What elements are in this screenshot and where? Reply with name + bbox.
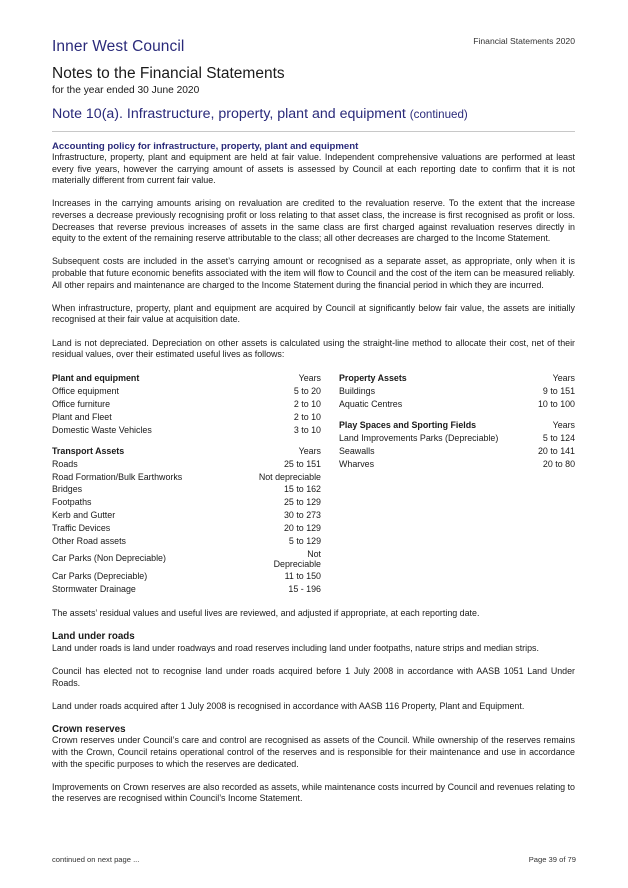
page-number: Page 39 of 79 [528,855,576,864]
asset-years: 2 to 10 [293,412,321,422]
document-label: Financial Statements 2020 [473,36,575,46]
useful-lives-tables [52,373,575,596]
note-body [52,141,575,805]
play-spaces-heading: Play Spaces and Sporting Fields [339,420,477,430]
years-label: Years [298,373,321,384]
note-title: Note 10(a). Infrastructure, property, plant and equipment [52,106,406,122]
land-under-roads-heading: Land under roads [52,631,135,643]
asset-years: 5 to 124 [542,432,575,443]
table-row [339,445,575,458]
crown-reserves-paragraph-1: Crown reserves under Council’s care and control are recognised as assets of the Council. While ownership of the reserves remains with the Crown, Council retains operational control of the reserves and is responsible for their maintenance and use in accordance with the specific purposes to which the reserves are dedicated. [52,735,575,769]
table-row [52,411,321,424]
asset-years-line-1: Not [307,548,321,559]
plant-header-row [52,373,321,386]
asset-years: 9 to 151 [542,386,575,397]
asset-name: Bridges [52,484,83,495]
asset-years: 5 to 20 [293,386,321,397]
asset-years [274,549,321,570]
asset-years: 10 to 100 [537,399,575,410]
asset-name: Roads [52,458,78,469]
asset-years: 2 to 10 [293,399,321,410]
table-row [52,497,321,510]
asset-years: 3 to 10 [293,424,321,435]
useful-lives-left-column [52,373,321,596]
table-row [52,398,321,411]
property-header-row [339,373,575,386]
residual-values-note: The assets’ residual values and useful lives are reviewed, and adjusted if appropriate, at each reporting date. [52,608,480,619]
asset-years: Not depreciable [258,471,321,482]
table-row [52,583,321,596]
asset-name: Office furniture [52,399,111,410]
table-row [339,386,575,399]
page-title: Notes to the Financial Statements [52,65,285,82]
property-heading: Property Assets [339,373,407,384]
policy-paragraph-1: Infrastructure, property, plant and equipment are held at fair value. Independent comprehensive valuations are performed at least every five years, however the carrying amount of assets is assessed by Council at each reporting date to confirm that it is not materially different from current fair value. [52,152,575,186]
asset-name: Car Parks (Depreciable) [52,570,148,581]
transport-heading: Transport Assets [52,445,125,456]
asset-years: 11 to 150 [284,570,321,581]
asset-name: Buildings [339,386,376,397]
table-row [52,570,321,583]
table-row [339,432,575,445]
reporting-period: for the year ended 30 June 2020 [52,85,200,96]
table-row [339,458,575,471]
asset-years: 20 to 129 [283,523,321,534]
policy-paragraph-5: Land is not depreciated. Depreciation on other assets is calculated using the straight-line method to allocate their cost, net of their residual values, over their estimated useful lives as follows: [52,337,575,360]
years-label: Years [552,373,575,384]
table-row [52,471,321,484]
asset-years: 20 to 80 [542,458,575,469]
asset-years: 15 to 162 [283,484,321,495]
asset-years: 5 to 129 [288,536,321,547]
table-row [52,510,321,523]
table-row [52,424,321,437]
asset-name: Aquatic Centres [339,399,403,410]
asset-name: Land Improvements Parks (Depreciable) [339,432,499,443]
asset-years: 15 - 196 [288,583,321,594]
asset-years: 30 to 273 [283,510,321,521]
continued-note: continued on next page ... [52,855,140,864]
asset-name: Office equipment [52,386,119,397]
land-under-roads-paragraph-3: Land under roads acquired after 1 July 2008 is recognised in accordance with AASB 116 Property, Plant and Equipment. [52,700,525,711]
heading-divider [52,131,575,132]
accounting-policy-heading: Accounting policy for infrastructure, property, plant and equipment [52,141,359,152]
land-under-roads-paragraph-2: Council has elected not to recognise land under roads acquired before 1 July 2008 in accordance with AASB 1051 Land Under Roads. [52,665,575,688]
note-continued-label: (continued) [409,108,468,121]
play-spaces-header-row [339,419,575,432]
table-row [52,386,321,399]
years-label: Years [552,420,575,430]
asset-name: Traffic Devices [52,523,111,534]
table-row [52,484,321,497]
table-row [52,548,321,570]
asset-name: Wharves [339,458,375,469]
land-under-roads-paragraph-1: Land under roads is land under roadways and road reserves including land under footpaths, nature strips and median strips. [52,642,539,653]
asset-years: 25 to 151 [283,458,321,469]
asset-name: Car Parks (Non Depreciable) [52,553,166,564]
table-row [52,458,321,471]
asset-name: Domestic Waste Vehicles [52,424,152,435]
plant-heading: Plant and equipment [52,373,140,384]
table-row [52,522,321,535]
organisation-name: Inner West Council [52,38,185,55]
asset-name: Seawalls [339,445,375,456]
asset-name: Other Road assets [52,536,126,547]
table-row [52,535,321,548]
note-heading [52,106,468,122]
asset-name: Road Formation/Bulk Earthworks [52,471,183,482]
useful-lives-right-column [339,373,575,596]
asset-years: 25 to 129 [283,497,321,508]
asset-name: Footpaths [52,497,92,508]
asset-years-line-2: Depreciable [273,559,321,570]
table-row [339,398,575,411]
policy-paragraph-4: When infrastructure, property, plant and equipment are acquired by Council at significantly below fair value, the assets are initially recognised at their fair value at acquisition date. [52,302,575,325]
crown-reserves-paragraph-2: Improvements on Crown reserves are also recorded as assets, while maintenance costs incurred by Council and revenues relating to the reserves are recognised within Council’s Income Statement. [52,781,575,804]
transport-header-row [52,445,321,458]
asset-name: Kerb and Gutter [52,510,116,521]
years-label: Years [298,445,321,456]
policy-paragraph-2: Increases in the carrying amounts arising on revaluation are credited to the revaluation reserve. To the extent that the increase reverses a decrease previously recognising profit or loss relating to that asset class, the increase is first recognised as profit or loss. Decreases that reverse previous increases of assets in the same class are first charged against revaluation reserves directly in equity to the extent of the remaining reserve attributable to the class; all other decreases are charged to the Income Statement. [52,198,575,244]
policy-paragraph-3: Subsequent costs are included in the asset’s carrying amount or recognised as a separate asset, as appropriate, only when it is probable that future economic benefits associated with the item will flow to Council and the cost of the item can be measured reliably. All other repairs and maintenance are charged to the Income Statement during the financial period in which they are incurred. [52,256,575,290]
crown-reserves-heading: Crown reserves [52,723,126,735]
asset-name: Plant and Fleet [52,412,112,422]
asset-years: 20 to 141 [537,445,575,456]
asset-name: Stormwater Drainage [52,583,136,594]
